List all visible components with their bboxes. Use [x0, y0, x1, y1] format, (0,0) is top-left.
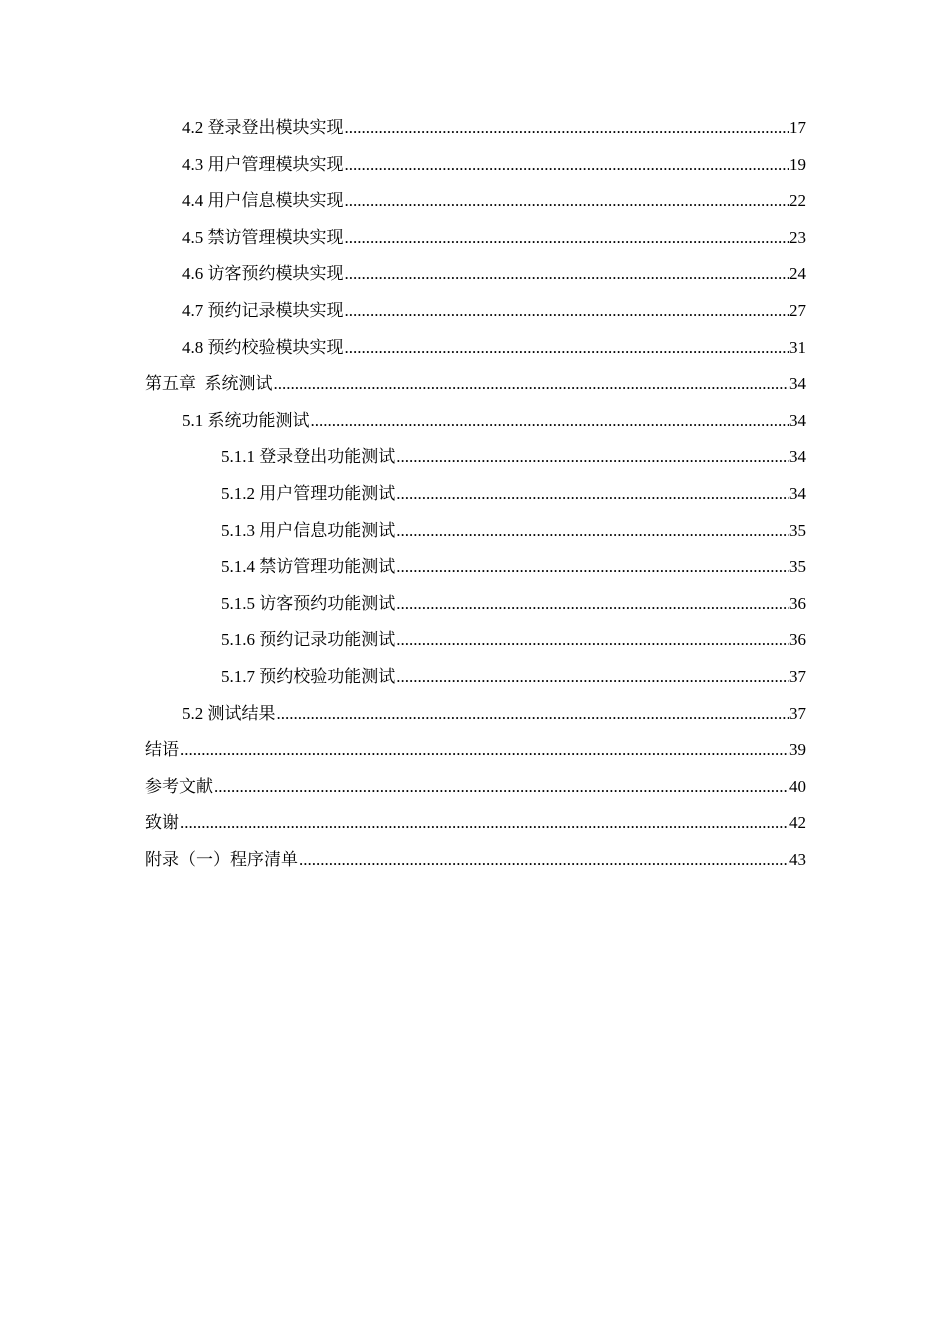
- toc-dot-leader: [396, 517, 789, 545]
- toc-entry[interactable]: [145, 187, 806, 224]
- toc-dot-leader: [345, 297, 790, 325]
- toc-entry[interactable]: [145, 517, 806, 554]
- toc-entry[interactable]: [145, 297, 806, 334]
- toc-entry-title: 4.6 访客预约模块实现: [182, 264, 344, 284]
- toc-dot-leader: [345, 260, 790, 288]
- toc-dot-leader: [396, 663, 789, 691]
- toc-dot-leader: [396, 626, 789, 654]
- toc-entry-title: 5.1.1 登录登出功能测试: [221, 447, 396, 467]
- toc-entry-page: 17: [789, 118, 806, 137]
- toc-entry[interactable]: [145, 260, 806, 297]
- toc-dot-leader: [345, 224, 790, 252]
- toc-entry-title: 致谢: [145, 813, 179, 833]
- toc-dot-leader: [396, 443, 789, 471]
- toc-entry-title: 结语: [145, 740, 179, 760]
- toc-entry[interactable]: [145, 151, 806, 188]
- toc-dot-leader: [311, 407, 790, 435]
- toc-dot-leader: [277, 700, 790, 728]
- toc-entry[interactable]: [145, 370, 806, 407]
- toc-dot-leader: [180, 809, 789, 837]
- table-of-contents: [145, 114, 806, 882]
- toc-entry-page: 37: [789, 666, 806, 686]
- toc-entry-title: 5.2 测试结果: [182, 703, 276, 723]
- toc-entry-page: 34: [789, 374, 806, 394]
- toc-entry-title: 5.1.7 预约校验功能测试: [221, 666, 396, 686]
- toc-entry-title: 4.7 预约记录模块实现: [182, 300, 344, 320]
- toc-dot-leader: [180, 736, 789, 764]
- toc-entry-page: 34: [789, 483, 806, 503]
- toc-entry-title: 4.5 禁访管理模块实现: [182, 227, 344, 247]
- toc-dot-leader: [214, 773, 789, 801]
- toc-entry-title: 附录（一）程序清单: [145, 849, 298, 869]
- toc-dot-leader: [299, 846, 789, 874]
- toc-entry-title: 4.3 用户管理模块实现: [182, 154, 344, 174]
- toc-entry-title: 5.1.2 用户管理功能测试: [221, 483, 396, 503]
- toc-entry-page: 36: [789, 630, 806, 650]
- toc-entry-page: 19: [789, 154, 806, 174]
- toc-dot-leader: [396, 553, 789, 581]
- toc-entry[interactable]: [145, 224, 806, 261]
- toc-entry[interactable]: [145, 700, 806, 737]
- toc-dot-leader: [396, 590, 789, 618]
- toc-dot-leader: [345, 187, 790, 215]
- toc-entry[interactable]: [145, 407, 806, 444]
- toc-entry[interactable]: [145, 553, 806, 590]
- toc-entry-title: 5.1.5 访客预约功能测试: [221, 593, 396, 613]
- toc-entry[interactable]: [145, 846, 806, 883]
- toc-dot-leader: [345, 334, 790, 362]
- toc-entry-page: 22: [789, 191, 806, 211]
- toc-entry-page: 35: [789, 557, 806, 577]
- toc-entry[interactable]: [145, 663, 806, 700]
- toc-dot-leader: [396, 480, 789, 508]
- toc-entry[interactable]: [145, 590, 806, 627]
- toc-entry-page: 34: [789, 447, 806, 467]
- toc-entry-title: 4.8 预约校验模块实现: [182, 337, 344, 357]
- toc-entry[interactable]: [145, 480, 806, 517]
- toc-entry[interactable]: [145, 334, 806, 371]
- toc-entry-page: 35: [789, 520, 806, 540]
- toc-entry-page: 40: [789, 776, 806, 796]
- toc-dot-leader: [274, 370, 790, 398]
- toc-entry-page: 36: [789, 593, 806, 613]
- toc-entry-page: 27: [789, 300, 806, 320]
- toc-entry-page: 42: [789, 813, 806, 833]
- toc-entry-title: 第五章 系统测试: [145, 374, 273, 394]
- toc-entry-title: 4.4 用户信息模块实现: [182, 191, 344, 211]
- toc-entry-page: 39: [789, 740, 806, 760]
- toc-dot-leader: [345, 151, 790, 179]
- toc-entry[interactable]: [145, 626, 806, 663]
- toc-entry-title: 5.1.3 用户信息功能测试: [221, 520, 396, 540]
- toc-entry-title: 5.1.4 禁访管理功能测试: [221, 557, 396, 577]
- toc-entry[interactable]: [145, 809, 806, 846]
- toc-dot-leader: [345, 114, 790, 142]
- toc-entry-title: 4.2 登录登出模块实现: [182, 118, 344, 137]
- toc-entry-title: 5.1.6 预约记录功能测试: [221, 630, 396, 650]
- toc-entry[interactable]: [145, 773, 806, 810]
- toc-entry[interactable]: [145, 736, 806, 773]
- toc-entry-page: 37: [789, 703, 806, 723]
- toc-entry[interactable]: [145, 114, 806, 151]
- toc-entry-page: 24: [789, 264, 806, 284]
- toc-entry-title: 参考文献: [145, 776, 213, 796]
- toc-entry[interactable]: [145, 443, 806, 480]
- toc-entry-title: 5.1 系统功能测试: [182, 410, 310, 430]
- toc-entry-page: 34: [789, 410, 806, 430]
- toc-entry-page: 23: [789, 227, 806, 247]
- toc-entry-page: 43: [789, 849, 806, 869]
- toc-entry-page: 31: [789, 337, 806, 357]
